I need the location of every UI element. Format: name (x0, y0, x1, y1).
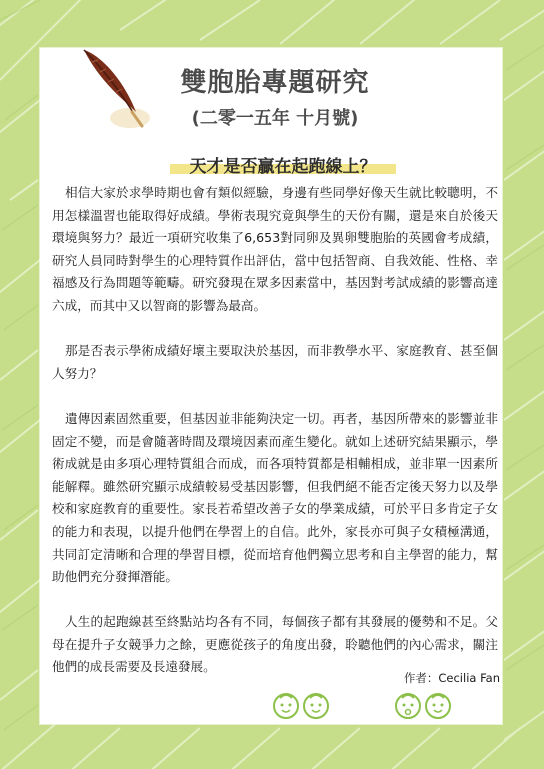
page-title: 雙胞胎專題研究 (180, 68, 370, 98)
issue-date: (二零一五年 十月號) (191, 108, 359, 129)
author-credit: 作者：Cecilia Fan (403, 671, 500, 685)
twin-kids-icon (272, 688, 462, 722)
paragraph-1: 相信大家於求學時期也會有類似經驗，身邊有些同學好像天生就比較聰明，不用怎樣溫習也能取得好成績。學術表現究竟與學生的天份有關，還是來自於後天環境與努力？最近一項研究收集了6,653對同卵及異卵雙胞胎的英國會考成績，研究人員同時對學生的心理特質作出評估，當中包括智商、自我效能、性格、幸福感及行為問題等範疇。研究發現在眾多因素當中，基因對考試成績的影響高達六成，而其中又以智商的影響為最高。 (52, 185, 498, 313)
article-headline: 天才是否贏在起跑線上？ (189, 157, 377, 177)
feather-quill-icon (78, 42, 158, 134)
article-headline-block (170, 152, 400, 176)
article-body (52, 182, 498, 702)
paragraph-4: 人生的起跑線甚至終點站均各有不同，每個孩子都有其發展的優勢和不足。父母在提升子女競爭力之餘，更應從孩子的角度出發，聆聽他們的內心需求，關注他們的成長需要及長遠發展。 (52, 614, 498, 675)
paragraph-2: 那是否表示學術成績好壞主要取決於基因，而非教學水平、家庭教育、甚至個人努力？ (52, 343, 498, 381)
paragraph-3: 遺傳因素固然重要，但基因並非能夠決定一切。再者，基因所帶來的影響並非固定不變，而是會隨著時間及環境因素而產生變化。就如上述研究結果顯示，學術成就是由多項心理特質組合而成，而各項特質都是相輔相成，並非單一因素所能解釋。雖然研究顯示成績較易受基因影響，但我們絕不能否定後天努力以及學校和家庭教育的重要性。家長若希望改善子女的學業成績，可於平日多肯定子女的能力和表現，以提升他們在學習上的自信。此外，家長亦可與子女積極溝通，共同訂定清晰和合理的學習目標，從而培育他們獨立思考和自主學習的能力，幫助他們充分發揮潛能。 (52, 410, 498, 585)
